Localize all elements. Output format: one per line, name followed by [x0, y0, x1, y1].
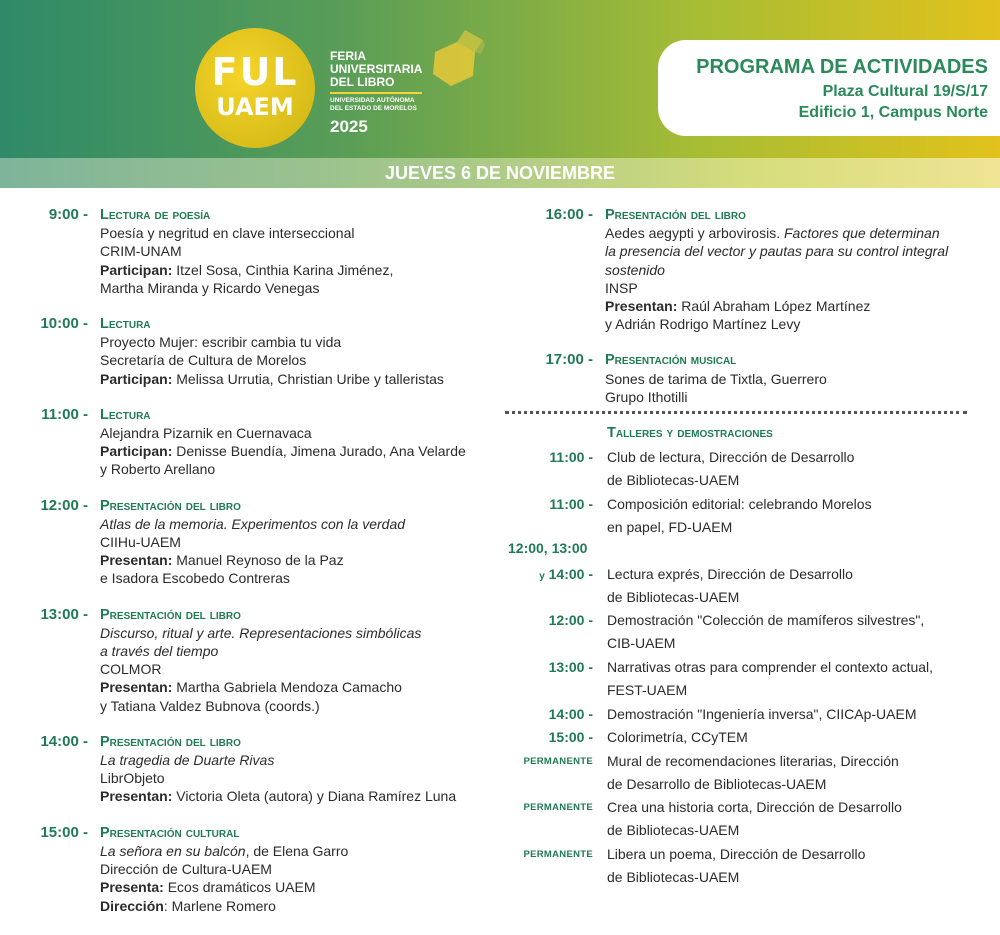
talleres-item — [505, 609, 985, 655]
event-item — [0, 824, 490, 915]
event-type: Presentación del libro — [100, 497, 241, 514]
event-text: Manuel Reynoso de la Paz — [172, 552, 344, 569]
program-box — [658, 40, 1000, 136]
event-text: Alejandra Pizarnik en Cuernavaca — [100, 425, 312, 442]
talleres-time-value: 11:00 - — [549, 496, 593, 512]
event-body — [100, 824, 490, 915]
event-line — [100, 769, 490, 787]
event-text: Ecos dramáticos UAEM — [163, 879, 316, 896]
event-line — [605, 370, 985, 388]
talleres-pre-time: 12:00, 13:00 — [508, 540, 588, 556]
event-text: Grupo Ithotilli — [605, 388, 688, 405]
talleres-time — [505, 750, 593, 773]
talleres-line: Crea una historia corta, Dirección de Desarrollo — [607, 799, 902, 815]
event-time: 9:00 - — [48, 206, 88, 223]
talleres-line: de Bibliotecas-UAEM — [607, 869, 740, 885]
talleres-item — [505, 726, 985, 749]
event-item — [0, 497, 490, 588]
talleres-time — [505, 609, 593, 632]
event-line — [100, 279, 490, 297]
event-line — [605, 315, 985, 333]
talleres-time — [505, 726, 593, 749]
event-line — [100, 878, 490, 896]
talleres-line: Mural de recomendaciones literarias, Dirección — [607, 753, 899, 769]
talleres-body — [607, 843, 985, 889]
event-body — [605, 206, 985, 333]
event-text: LibrObjeto — [100, 770, 165, 787]
talleres-line: de Bibliotecas-UAEM — [607, 822, 740, 838]
event-text: Martha Miranda y Ricardo Venegas — [100, 279, 320, 296]
talleres-body — [607, 726, 985, 749]
event-line — [100, 660, 490, 678]
event-line — [100, 533, 490, 551]
event-type: Lectura — [100, 406, 151, 423]
talleres-body — [607, 656, 985, 702]
event-line — [100, 842, 490, 860]
event-line — [605, 388, 985, 406]
event-text: , de Elena Garro — [245, 842, 349, 859]
header-banner — [0, 0, 1000, 158]
event-type: Lectura — [100, 316, 151, 333]
divider — [330, 92, 422, 94]
event-line — [100, 751, 490, 769]
talleres-time-value: 12:00 - — [548, 612, 593, 628]
event-italic: a través del tiempo — [100, 643, 219, 660]
talleres-item — [505, 796, 985, 842]
talleres-body — [607, 703, 985, 726]
event-italic: sostenido — [605, 261, 665, 278]
event-text: : Marlene Romero — [163, 897, 276, 914]
event-text: Denisse Buendía, Jimena Jurado, Ana Velarde — [172, 443, 466, 460]
event-line — [100, 642, 490, 660]
event-item — [0, 733, 490, 806]
talleres-item — [505, 563, 985, 609]
talleres-line: Narrativas otras para comprender el contexto actual, — [607, 659, 934, 675]
event-line — [100, 242, 490, 260]
event-line — [100, 515, 490, 533]
event-line — [100, 860, 490, 878]
logo-ful-text: FUL — [211, 50, 299, 94]
talleres-time — [505, 493, 593, 516]
event-line — [100, 224, 490, 242]
book-icon — [425, 24, 495, 94]
event-line — [605, 242, 985, 260]
talleres-body — [607, 563, 985, 609]
event-line — [100, 897, 490, 915]
event-text: Victoria Oleta (autora) y Diana Ramírez Luna — [172, 788, 457, 805]
talleres-line: en papel, FD-UAEM — [607, 519, 733, 535]
event-italic: Atlas de la memoria. Experimentos con la verdad — [100, 515, 406, 532]
event-text: CRIM-UNAM — [100, 243, 182, 260]
event-time: 15:00 - — [40, 823, 88, 841]
talleres-item — [505, 446, 985, 492]
talleres-line: de Bibliotecas-UAEM — [607, 589, 740, 605]
logo-uaem-text: UAEM — [216, 93, 294, 121]
event-text: INSP — [605, 279, 638, 296]
event-time: 17:00 - — [545, 351, 593, 369]
left-column — [0, 206, 490, 933]
talleres-body — [607, 750, 985, 796]
talleres-item — [505, 750, 985, 796]
event-text: CIIHu-UAEM — [100, 534, 181, 551]
talleres-time-value: 15:00 - — [548, 729, 593, 745]
talleres-time-value: PERMANENTE — [523, 756, 593, 767]
event-type: Presentación del libro — [605, 207, 746, 223]
event-line — [605, 279, 985, 297]
event-text: y Adrián Rodrigo Martínez Levy — [605, 316, 801, 333]
event-text: e Isadora Escobedo Contreras — [100, 570, 290, 587]
talleres-body — [607, 446, 985, 492]
event-body — [100, 206, 490, 297]
talleres-body — [607, 796, 985, 842]
talleres-line: FEST-UAEM — [607, 682, 688, 698]
talleres-body — [607, 609, 985, 655]
right-column — [505, 206, 985, 424]
event-line — [100, 351, 490, 369]
event-text: Poesía y negritud en clave interseccional — [100, 225, 355, 242]
talleres-time-value: 11:00 - — [549, 449, 593, 465]
event-type: Presentación cultural — [100, 824, 240, 841]
event-label: Presentan: — [100, 788, 173, 805]
event-label: Participan: — [100, 370, 173, 387]
event-label: Presentan: — [100, 679, 173, 696]
event-label: Participan: — [100, 261, 173, 278]
event-text: Melissa Urrutia, Christian Uribe y talleristas — [172, 370, 444, 387]
event-line — [605, 224, 985, 242]
event-text: y Roberto Arellano — [100, 461, 216, 478]
talleres-line: Demostración "Colección de mamíferos silvestres", — [607, 612, 925, 628]
event-line — [605, 261, 985, 279]
event-label: Dirección — [100, 897, 164, 914]
event-text: Dirección de Cultura-UAEM — [100, 861, 272, 878]
event-text: Itzel Sosa, Cinthia Karina Jiménez, — [172, 261, 394, 278]
talleres-item — [505, 656, 985, 702]
event-body — [100, 315, 490, 388]
event-label: Participan: — [100, 443, 173, 460]
y-word: y — [539, 571, 545, 582]
event-item — [0, 206, 490, 297]
event-time: 14:00 - — [40, 732, 88, 750]
event-line — [605, 297, 985, 315]
event-label: Presentan: — [100, 552, 173, 569]
event-line — [100, 678, 490, 696]
talleres-line: Libera un poema, Dirección de Desarrollo — [607, 846, 866, 862]
event-text: y Tatiana Valdez Bubnova (coords.) — [100, 697, 320, 714]
talleres-line: Club de lectura, Dirección de Desarrollo — [607, 449, 855, 465]
feria-title — [330, 50, 422, 89]
event-italic: La señora en su balcón — [100, 842, 246, 859]
talleres-time-value: PERMANENTE — [523, 849, 593, 860]
talleres-line: Demostración "Ingeniería inversa", CIICAp-UAEM — [607, 706, 917, 722]
talleres-line: de Bibliotecas-UAEM — [607, 472, 740, 488]
year-label: 2025 — [330, 117, 368, 136]
talleres-line: Colorimetría, CCyTEM — [607, 729, 748, 745]
event-italic: la presencia del vector y pautas para su control integral — [605, 243, 949, 260]
program-place: Plaza Cultural 19/S/17 — [822, 83, 988, 100]
event-line — [100, 261, 490, 279]
talleres-line: Composición editorial: celebrando Morelos — [607, 496, 872, 512]
talleres-time — [505, 703, 593, 726]
event-time: 16:00 - — [545, 206, 593, 223]
talleres-body — [607, 493, 985, 539]
program-building: Edificio 1, Campus Norte — [798, 104, 988, 121]
talleres-line: CIB-UAEM — [607, 635, 676, 651]
event-text: Aedes aegypti y arbovirosis. — [605, 225, 784, 242]
event-text: Martha Gabriela Mendoza Camacho — [172, 679, 402, 696]
university-name — [330, 97, 417, 113]
event-line — [100, 697, 490, 715]
event-time: 12:00 - — [40, 496, 88, 514]
event-text: COLMOR — [100, 661, 162, 678]
talleres-line: Lectura exprés, Dirección de Desarrollo — [607, 566, 853, 582]
event-line — [100, 569, 490, 587]
feria-line: FERIA — [330, 49, 366, 63]
talleres-time — [505, 843, 593, 866]
event-line — [100, 424, 490, 442]
event-text: Secretaría de Cultura de Morelos — [100, 352, 307, 369]
event-type: Presentación musical — [605, 352, 737, 369]
event-time: 13:00 - — [40, 605, 88, 623]
talleres-time — [505, 656, 593, 679]
talleres-time — [505, 796, 593, 819]
day-bar — [0, 158, 1000, 188]
talleres-line: de Desarrollo de Bibliotecas-UAEM — [607, 776, 827, 792]
event-type: Lectura de poesía — [100, 207, 211, 223]
feria-line: UNIVERSITARIA — [330, 62, 423, 76]
talleres-item — [505, 493, 985, 539]
event-label: Presentan: — [605, 298, 678, 315]
dotted-divider — [505, 411, 967, 414]
talleres-time-value: 14:00 - — [548, 566, 593, 582]
event-italic: Factores que determinan — [783, 225, 940, 242]
event-time: 11:00 - — [41, 405, 88, 423]
univ-line: DEL ESTADO DE MORELOS — [330, 105, 417, 112]
event-text: Sones de tarima de Tixtla, Guerrero — [605, 370, 827, 387]
event-body — [100, 606, 490, 715]
talleres-time — [505, 563, 593, 588]
feria-line: DEL LIBRO — [330, 75, 395, 89]
event-label: Presenta: — [100, 879, 164, 896]
event-body — [100, 733, 490, 806]
event-line — [100, 333, 490, 351]
event-time: 10:00 - — [40, 315, 88, 333]
event-italic: Discurso, ritual y arte. Representaciones simbólicas — [100, 624, 422, 641]
event-line — [100, 460, 490, 478]
event-text: Raúl Abraham López Martínez — [677, 298, 871, 315]
event-item — [0, 606, 490, 715]
day-title: JUEVES 6 DE NOVIEMBRE — [384, 163, 616, 183]
event-line — [100, 787, 490, 805]
talleres-time — [505, 446, 593, 469]
event-body — [100, 406, 490, 479]
event-line — [100, 442, 490, 460]
ful-uaem-logo — [195, 28, 315, 148]
talleres-title: Talleres y demostraciones — [607, 425, 773, 441]
event-text: Proyecto Mujer: escribir cambia tu vida — [100, 334, 342, 351]
event-italic: La tragedia de Duarte Rivas — [100, 752, 275, 769]
event-body — [100, 497, 490, 588]
talleres-time-value: PERMANENTE — [523, 802, 593, 813]
event-item — [0, 406, 490, 479]
talleres-time-value: 14:00 - — [548, 706, 593, 722]
event-item — [505, 351, 985, 406]
talleres-item — [505, 843, 985, 889]
event-type: Presentación del libro — [100, 733, 241, 750]
event-line — [100, 370, 490, 388]
event-item — [0, 315, 490, 388]
event-line — [100, 624, 490, 642]
event-item — [505, 206, 985, 333]
program-title: PROGRAMA DE ACTIVIDADES — [696, 56, 988, 78]
event-type: Presentación del libro — [100, 606, 241, 623]
event-body — [605, 351, 985, 406]
event-line — [100, 551, 490, 569]
talleres-item — [505, 703, 985, 726]
univ-line: UNIVERSIDAD AUTÓNOMA — [330, 97, 415, 104]
talleres-time-value: 13:00 - — [548, 659, 593, 675]
